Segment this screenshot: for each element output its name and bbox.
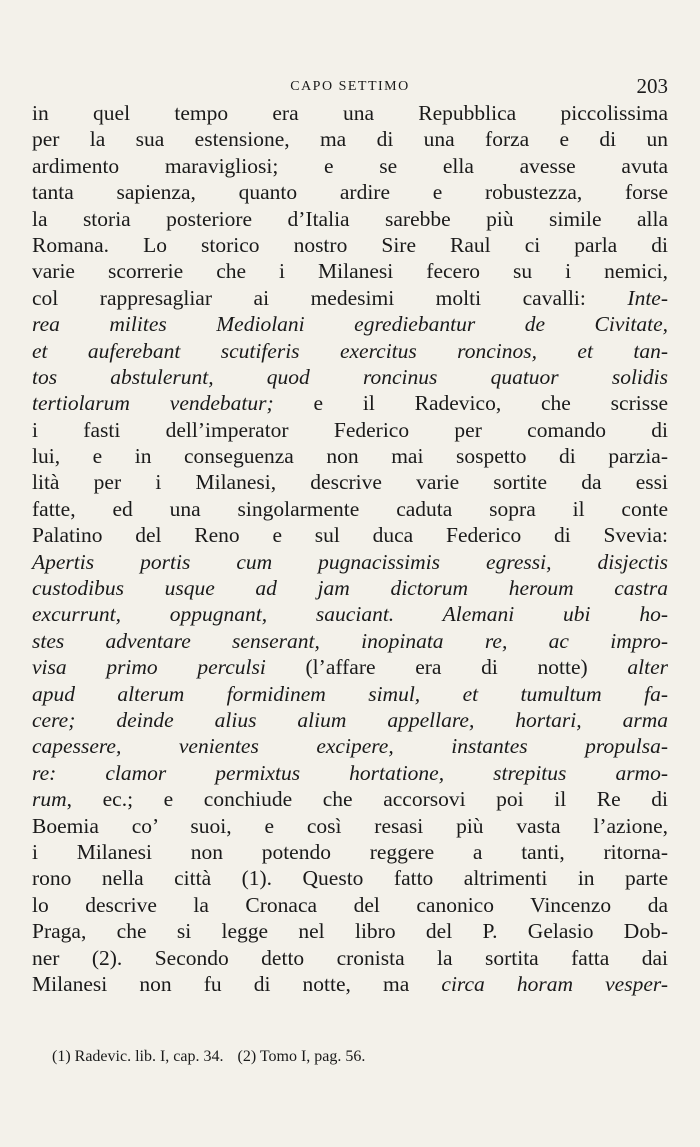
latin-quote: circa horam vesper-: [441, 971, 668, 996]
text-line: lo descrive la Cronaca del canonico Vincenzo da: [32, 892, 668, 917]
text-line: Palatino del Reno e sul duca Federico di Svevia:: [32, 523, 668, 548]
text-line: la storia posteriore d’Italia sarebbe più simile alla: [32, 206, 668, 231]
running-head: [32, 76, 668, 98]
text-line: lui, e in conseguenza non mai sospetto di parzia-: [32, 444, 668, 469]
text-line: col rappresagliar ai medesimi molti cavalli: Inte-: [32, 285, 668, 310]
text-line: [32, 681, 668, 707]
text-line: ner (2). Secondo detto cronista la sortita fatta dai: [32, 945, 668, 970]
latin-quote: Inte-: [627, 285, 668, 310]
text-line: Romana. Lo storico nostro Sire Raul ci parla di: [32, 232, 668, 257]
latin-quote: stes adventare senserant, inopinata re, ac impro-: [32, 628, 668, 653]
text-line: ardimento maravigliosi; e se ella avesse avuta: [32, 153, 668, 178]
latin-quote: et auferebant scutiferis exercitus roncinos, et tan-: [32, 338, 668, 363]
text-line: [32, 311, 668, 337]
latin-quote: custodibus usque ad jam dictorum heroum castra: [32, 576, 668, 601]
text-line: [32, 338, 668, 364]
text-line: visa primo perculsi (l’affare era di notte) alter: [32, 655, 668, 680]
latin-quote: rum: [32, 787, 67, 812]
text-line: rono nella città (1). Questo fatto altrimenti in parte: [32, 866, 668, 891]
page-number: 203: [636, 74, 668, 98]
text-line: per la sua estensione, ma di una forza e di un: [32, 127, 668, 152]
chapter-title: CAPO SETTIMO: [290, 79, 410, 94]
latin-quote: tertiolarum vendebatur;: [32, 391, 274, 416]
text-line: tertiolarum vendebatur; e il Radevico, che scrisse: [32, 391, 668, 416]
latin-quote: tos abstulerunt, quod roncinus quatuor solidis: [32, 364, 668, 389]
text-line: lità per i Milanesi, descrive varie sortite da essi: [32, 470, 668, 495]
text-line: Boemia co’ suoi, e così resasi più vasta l’azione,: [32, 813, 668, 838]
latin-quote: alter: [627, 655, 668, 680]
text-line: [32, 575, 668, 601]
latin-quote: capessere, venientes excipere, instantes propulsa-: [32, 734, 668, 759]
text-line: tanta sapienza, quanto ardire e robustezza, forse: [32, 180, 668, 205]
footnote-1: (1) Radevic. lib. I, cap. 34.: [52, 1048, 224, 1065]
footnotes: [52, 1048, 652, 1066]
text-line: [32, 760, 668, 786]
text-line: Milanesi non fu di notte, ma circa horam vesper-: [32, 971, 668, 996]
body-text: [32, 100, 668, 997]
text-line: Praga, che si legge nel libro del P. Gelasio Dob-: [32, 919, 668, 944]
text-line: varie scorrerie che i Milanesi fecero su i nemici,: [32, 259, 668, 284]
latin-quote: rea milites Mediolani egrediebantur de Civitate,: [32, 312, 668, 337]
latin-quote: excurrunt, oppugnant, sauciant. Alemani ubi ho-: [32, 602, 668, 627]
text-line: fatte, ed una singolarmente caduta sopra il conte: [32, 496, 668, 521]
latin-quote: apud alterum formidinem simul, et tumultum fa-: [32, 681, 668, 706]
text-line: [32, 549, 668, 575]
latin-quote: cere; deinde alius alium appellare, hortari, arma: [32, 707, 668, 732]
latin-quote: re: clamor permixtus hortatione, strepitus armo-: [32, 760, 668, 785]
text-line: [32, 364, 668, 390]
text-line: [32, 733, 668, 759]
text-line: in quel tempo era una Repubblica piccolissima: [32, 101, 668, 125]
text-line: i Milanesi non potendo reggere a tanti, ritorna-: [32, 839, 668, 864]
latin-quote: Apertis portis cum pugnacissimis egressi, disjectis: [32, 549, 668, 574]
text-line: [32, 601, 668, 627]
text-line: i fasti dell’imperator Federico per comando di: [32, 417, 668, 442]
text-line: [32, 707, 668, 733]
text-line: rum, ec.; e conchiude che accorsovi poi il Re di: [32, 787, 668, 812]
footnote-2: (2) Tomo I, pag. 56.: [237, 1048, 366, 1065]
text-line: [32, 628, 668, 654]
latin-quote: visa primo perculsi: [32, 655, 266, 680]
